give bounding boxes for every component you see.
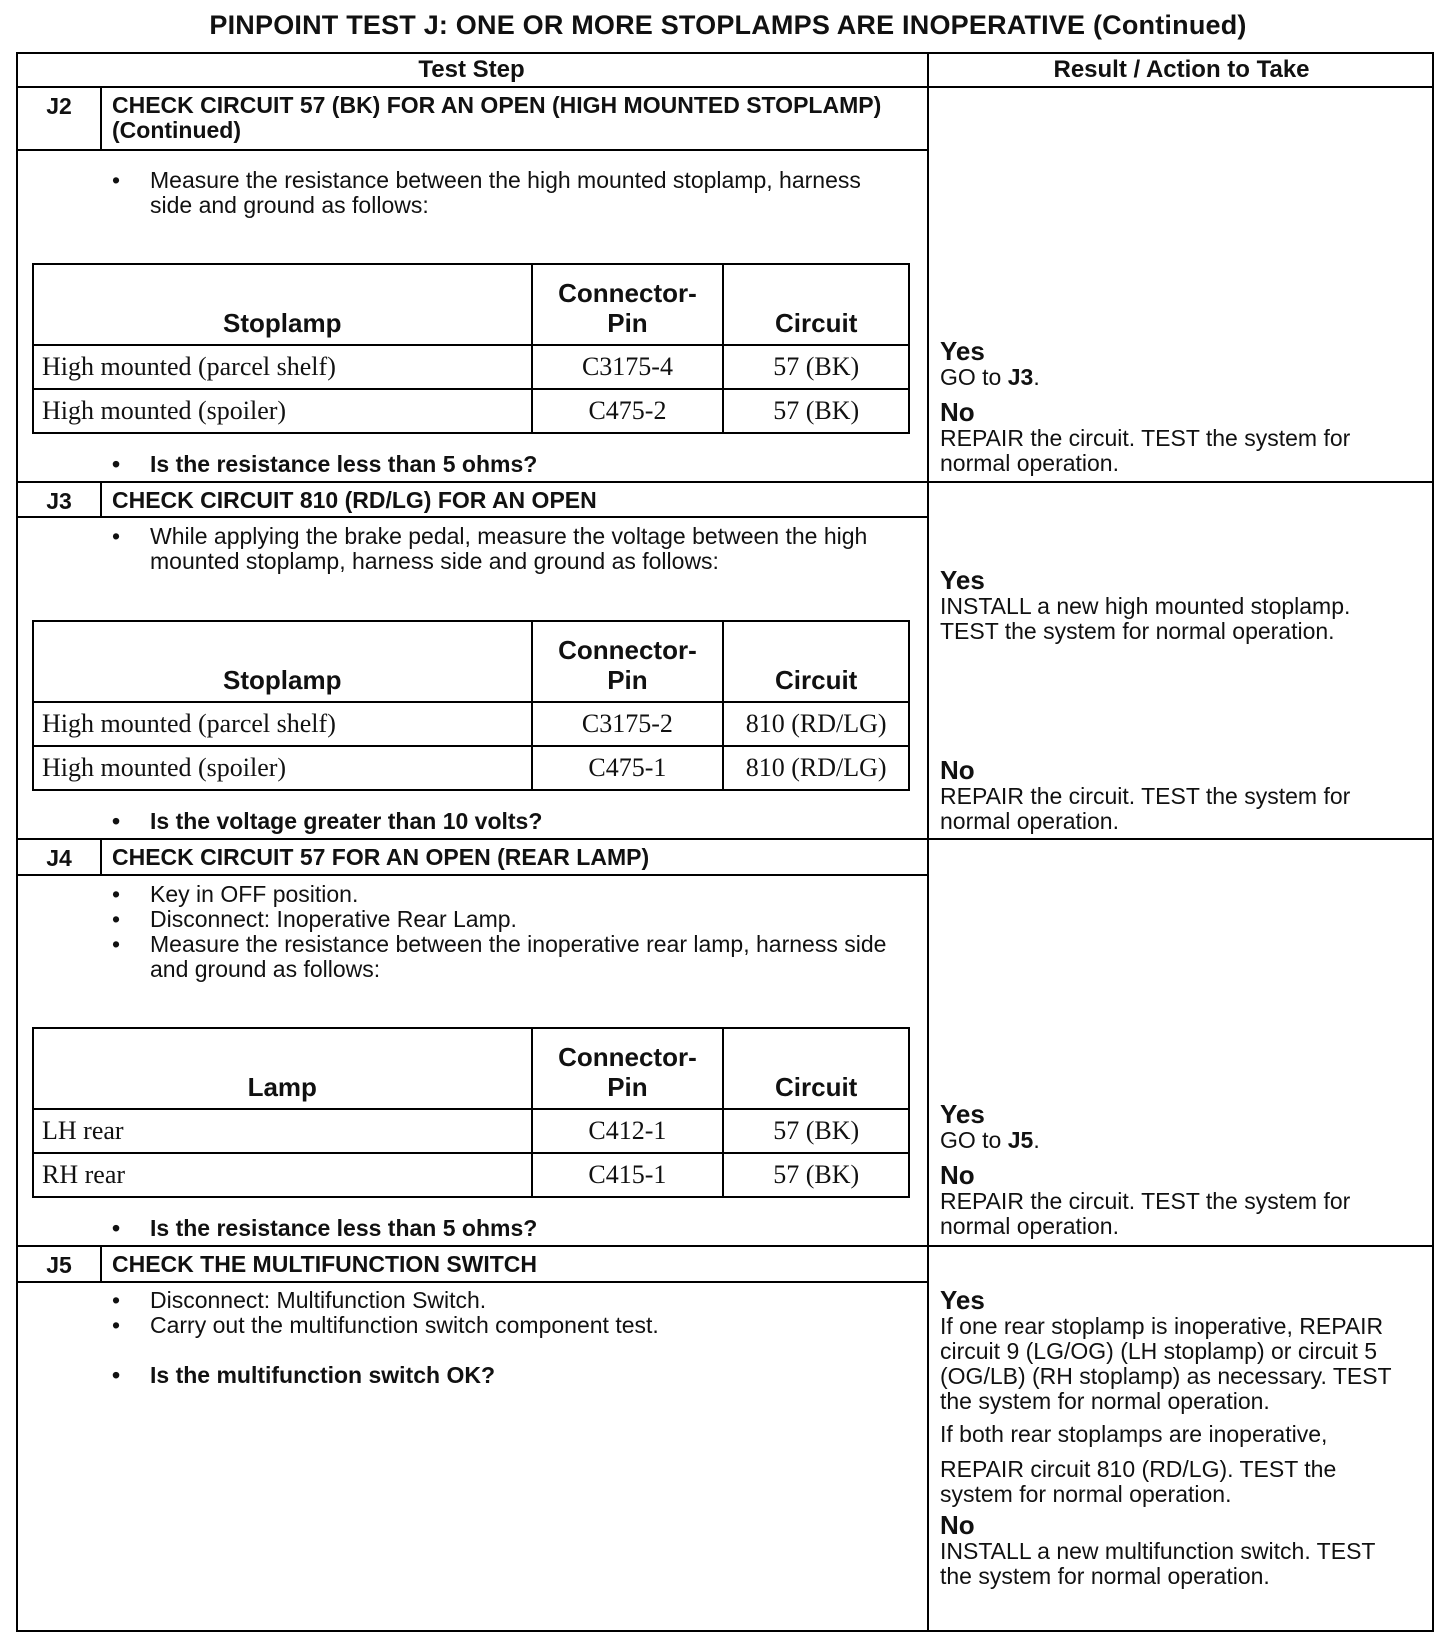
no-action: REPAIR the circuit. TEST the system for normal operation. [940,1188,1351,1239]
step-title: CHECK CIRCUIT 57 FOR AN OPEN (REAR LAMP) [112,844,650,870]
bullet-icon: • [112,906,121,932]
no-label: No [940,1160,975,1190]
header-cell: Circuit [723,264,909,345]
step-title-divider [16,516,927,518]
table-cell: C415-1 [532,1153,724,1197]
yes-action: INSTALL a new high mounted stoplamp. TEST the system for normal operation. [940,593,1351,644]
step-title-divider [16,1281,927,1283]
bullet-item: • Is the resistance less than 5 ohms? [112,451,538,477]
table-cell: 57 (BK) [723,1153,909,1197]
no-action: REPAIR the circuit. TEST the system for normal operation. [940,783,1351,834]
table-cell: High mounted (parcel shelf) [33,345,532,389]
step-title: CHECK THE MULTIFUNCTION SWITCH [112,1251,538,1277]
table-cell: 810 (RD/LG) [723,702,909,746]
bullet-item: • Is the multifunction switch OK? [112,1362,495,1388]
table-cell: 57 (BK) [723,1109,909,1153]
step-question [104,452,904,477]
result-action [940,337,1410,476]
header-cell: Stoplamp [33,621,532,702]
measurement-table [32,263,910,434]
bullet-icon: • [112,1362,121,1388]
step-link[interactable]: J5 [1007,1127,1034,1153]
yes-action-2: If both rear stoplamps are inoperative, [940,1421,1328,1447]
table-cell: C475-1 [532,746,724,790]
table-cell: C3175-2 [532,702,724,746]
no-label: No [940,1510,975,1540]
header-cell: Circuit [723,621,909,702]
table-row [33,345,909,389]
no-label: No [940,755,975,785]
column-header-test-step: Test Step [418,56,525,83]
bullet-item: • Measure the resistance between the inoperative rear lamp, harness side and ground as follows: [112,931,887,982]
no-label: No [940,397,975,427]
bullet-item: • While applying the brake pedal, measure the voltage between the high mounted stoplamp, harness side and ground as follows: [112,523,868,574]
bullet-item: • Is the resistance less than 5 ohms? [112,1215,538,1241]
yes-label: Yes [940,1099,985,1129]
step-question [104,809,904,834]
bullet-icon: • [112,1312,121,1338]
table-cell: C3175-4 [532,345,724,389]
yes-label: Yes [940,336,985,366]
header-cell: Lamp [33,1028,532,1109]
yes-label: Yes [940,1285,985,1315]
measurement-table [32,620,910,791]
step-id-divider [100,838,102,874]
measurement-table [32,1027,910,1198]
step-title-divider [16,149,927,151]
table-row [33,1153,909,1197]
result-action [940,1286,1410,1589]
bullet-icon: • [112,1287,121,1313]
bullet-item: • Key in OFF position. [112,881,359,907]
bullet-item: • Disconnect: Multifunction Switch. [112,1287,487,1313]
step-instructions [104,882,904,982]
bullet-item: • Disconnect: Inoperative Rear Lamp. [112,906,517,932]
table-cell: High mounted (parcel shelf) [33,702,532,746]
no-action: REPAIR the circuit. TEST the system for normal operation. [940,425,1351,476]
header-divider [16,86,1434,88]
table-cell: RH rear [33,1153,532,1197]
bullet-icon: • [112,931,121,957]
table-header-row [33,264,909,345]
step-id: J3 [46,488,72,514]
bullet-icon: • [112,167,121,193]
bullet-item: • Measure the resistance between the high mounted stoplamp, harness side and ground as follows: [112,167,861,218]
table-header-row [33,621,909,702]
result-action [940,1100,1410,1239]
header-cell: Circuit [723,1028,909,1109]
table-row [33,389,909,433]
step-title: CHECK CIRCUIT 810 (RD/LG) FOR AN OPEN [112,487,597,513]
step-id: J4 [46,845,72,871]
table-cell: C412-1 [532,1109,724,1153]
step-divider [16,481,1434,483]
yes-action: GO to J5. [940,1127,1040,1153]
column-divider [927,52,929,1632]
result-action-no [940,756,1410,834]
header-cell: Connector- Pin [532,1028,724,1109]
column-header-result: Result / Action to Take [1053,56,1310,83]
table-cell: 57 (BK) [723,389,909,433]
step-question [104,1216,904,1241]
step-divider [16,838,1434,840]
step-link[interactable]: J3 [1007,364,1034,390]
step-instructions [104,1288,904,1388]
table-cell: 57 (BK) [723,345,909,389]
step-title: CHECK CIRCUIT 57 (BK) FOR AN OPEN (HIGH MOUNTED STOPLAMP) (Continued) [112,92,882,143]
yes-action: If one rear stoplamp is inoperative, REPAIR circuit 9 (LG/OG) (LH stoplamp) or circuit 5 (OG/LB) (RH stoplamp) as necessary. TEST the system for normal operation. [940,1313,1392,1414]
table-row [33,746,909,790]
bullet-item: • Is the voltage greater than 10 volts? [112,808,543,834]
table-header-row [33,1028,909,1109]
step-id-divider [100,86,102,149]
header-cell: Stoplamp [33,264,532,345]
table-cell: LH rear [33,1109,532,1153]
step-divider [16,1245,1434,1247]
step-id-divider [100,1245,102,1281]
result-action-yes [940,566,1410,644]
table-cell: High mounted (spoiler) [33,389,532,433]
table-cell: High mounted (spoiler) [33,746,532,790]
bullet-item: • Carry out the multifunction switch component test. [112,1312,659,1338]
header-cell: Connector- Pin [532,264,724,345]
step-title-divider [16,874,927,876]
bullet-icon: • [112,808,121,834]
table-row [33,702,909,746]
table-row [33,1109,909,1153]
step-id: J5 [46,1252,72,1278]
table-cell: 810 (RD/LG) [723,746,909,790]
step-instructions [104,524,904,574]
yes-action-3: REPAIR circuit 810 (RD/LG). TEST the system for normal operation. [940,1456,1337,1507]
bullet-icon: • [112,1215,121,1241]
page-title: PINPOINT TEST J: ONE OR MORE STOPLAMPS ARE INOPERATIVE (Continued) [209,10,1247,40]
yes-action: GO to J3. [940,364,1040,390]
step-instructions [104,168,904,218]
step-id: J2 [46,93,72,119]
bullet-icon: • [112,451,121,477]
table-cell: C475-2 [532,389,724,433]
yes-label: Yes [940,565,985,595]
no-action: INSTALL a new multifunction switch. TEST the system for normal operation. [940,1538,1376,1589]
bullet-icon: • [112,523,121,549]
bullet-icon: • [112,881,121,907]
header-cell: Connector- Pin [532,621,724,702]
step-id-divider [100,481,102,516]
